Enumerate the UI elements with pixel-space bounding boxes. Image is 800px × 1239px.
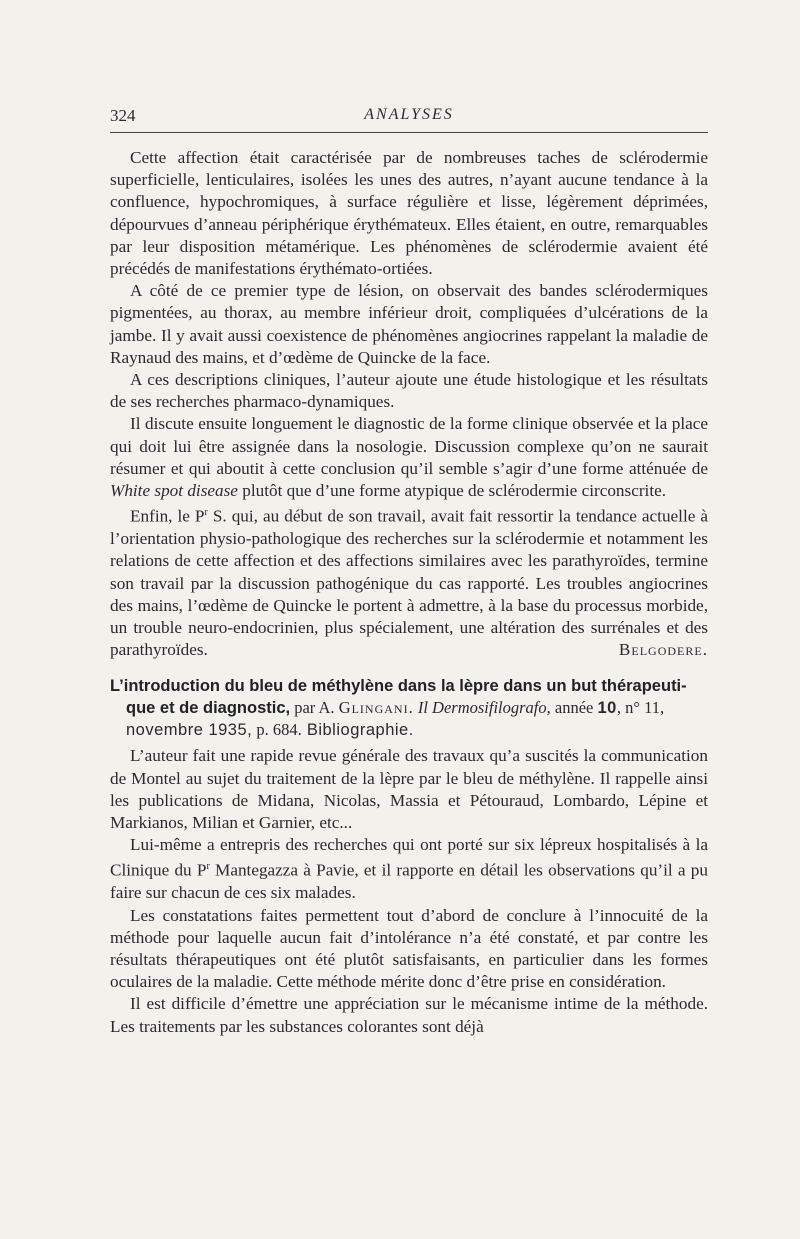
- page-header: [110, 96, 708, 130]
- paragraph: Cette affection était caractérisée par de nombreuses taches de sclérodermie superficielle, lenticulaires, isolées les unes des autres, n’ayant aucune tendance à la confluence, hypochromiques, à surface régulière et lisse, légèrement déprimées, dépourvues d’anneau périphérique érythémateux. Elles étaient, en outre, remarquables par leur disposition métamérique. Les phénomènes de sclérodermie avaient été précédés de manifestations érythémato-ortiées.: [110, 148, 708, 279]
- paragraph-conclusion: [110, 502, 708, 661]
- article-title: L’introduction du bleu de méthylène dans la lèpre dans un but thérapeutique et de diagnostic,: [110, 677, 687, 718]
- paragraph: L’auteur fait une rapide revue générale des travaux qu’a suscités la communication de Montel au sujet du traitement de la lèpre par le bleu de méthylène. Il rappelle ainsi les publications de Midana, Nicolas, Massia et Pétouraud, Lombardo, Lépine et Markianos, Milian et Garnier, etc...: [110, 746, 708, 833]
- article-author: Glingani.: [338, 698, 414, 718]
- paragraph: A côté de ce premier type de lésion, on observait des bandes sclérodermiques pigmentées, au thorax, au membre inférieur droit, compliquées d’ulcérations de la jambe. Il y avait aussi coexistence de phénomènes angiocrines rappelant la maladie de Raynaud des mains, et d’œdème de Quincke de la face.: [110, 281, 708, 367]
- paragraph: Les constatations faites permettent tout d’abord de conclure à l’innocuité de la méthode pour laquelle aucun fait d’intolérance n’a été constaté, et par contre les résultats thérapeutiques ont été plutôt satisfaisants, en particulier dans les formes oculaires de la maladie. Cette méthode mérite donc d’être prise en considération.: [110, 905, 708, 992]
- paragraph: Il est difficile d’émettre une appréciation sur le mécanisme intime de la méthode. Les traitements par les substances colorantes sont déjà: [110, 994, 708, 1036]
- volume-number: 10: [597, 699, 617, 718]
- journal-name: Il Dermosifilografo,: [417, 698, 551, 718]
- running-title: ANALYSES: [364, 106, 454, 123]
- paragraph-text: Lui-même a entrepris des recherches qui ont porté sur six lépreux hospitalisés à la Clinique du P: [110, 835, 708, 881]
- superscript: r: [204, 507, 208, 519]
- issue-number: , n° 11,: [616, 698, 665, 718]
- article-by: par A.: [290, 698, 339, 718]
- document-page: [110, 96, 708, 1038]
- article-heading: [110, 675, 708, 741]
- paragraph: A ces descriptions cliniques, l’auteur ajoute une étude histologique et les résultats de ses recherches pharmaco-dynamiques.: [110, 370, 708, 412]
- paragraph-text: plutôt que d’une forme atypique de sclérodermie circonscrite.: [237, 481, 667, 501]
- publication-date: novembre 1935,: [126, 721, 253, 740]
- paragraph-text: Il discute ensuite longuement le diagnostic de la forme clinique observée et la place qui doit lui être assignée dans la nosologie. Discussion complexe qu’on ne saurait résumer et qui aboutit à cette conclusion qu’il semble s’agir d’une forme atténuée de: [110, 414, 708, 478]
- superscript: r: [206, 861, 210, 873]
- bibliography-note: Bibliographie.: [301, 721, 414, 740]
- header-rule: [110, 132, 708, 133]
- paragraph-text: S. qui, au début de son travail, avait fait ressortir la tendance actuelle à l’orientation physio-pathologique des recherches sur la sclérodermie et notamment les relations de cette affection et des affections similaires avec les parathyroïdes, termine son travail par la discussion pathogénique du cas rapporté. Les troubles angiocrines des mains, l’œdème de Quincke le portent à admettre, à la base du processus morbide, un trouble neuro-endocrinien, plus spécialement, une altération des surrénales et des parathyroïdes.: [110, 506, 709, 660]
- page-number: 324: [110, 106, 136, 125]
- paragraph-text: Mantegazza à Pavie, et il rapporte en détail les observations qu’il a pu faire sur chacun de ces six malades.: [110, 861, 708, 903]
- disease-name: White spot disease: [110, 481, 238, 501]
- year-label: année: [550, 698, 598, 718]
- reviewer-signature: Belgodere.: [618, 640, 708, 660]
- paragraph-text: Enfin, le P: [130, 506, 205, 526]
- article-body: [110, 147, 708, 1038]
- paragraph-discussion: [110, 413, 708, 502]
- paragraph-clinic: [110, 834, 708, 904]
- page-reference: p. 684.: [252, 720, 302, 740]
